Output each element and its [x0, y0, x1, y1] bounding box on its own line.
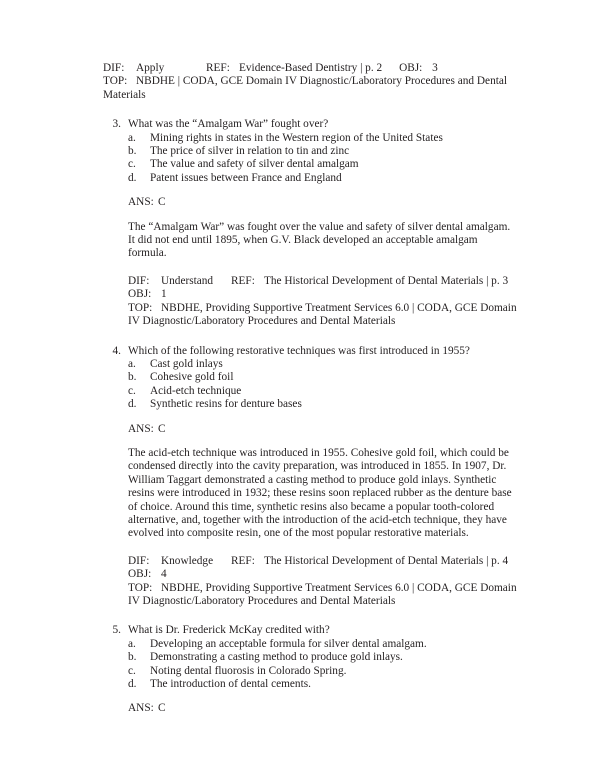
option-letter: a. — [128, 131, 136, 144]
obj-value: 1 — [161, 288, 167, 301]
spacer — [128, 412, 518, 423]
spacer — [103, 329, 518, 345]
dif-label: DIF: — [103, 62, 125, 74]
question-number: 5. — [112, 624, 121, 637]
option-text: Cohesive gold foil — [150, 371, 234, 384]
spacer — [128, 541, 518, 555]
answer-line — [128, 423, 518, 436]
answer-value: C — [158, 702, 166, 715]
obj-label: OBJ: — [128, 288, 152, 301]
answer-label: ANS: — [128, 196, 154, 209]
option-letter: a. — [128, 637, 136, 650]
option-item[interactable] — [128, 358, 518, 371]
option-item[interactable] — [128, 132, 518, 145]
ref-value: Evidence-Based Dentistry | p. 2 — [239, 62, 383, 74]
obj-label: OBJ: — [128, 568, 152, 581]
option-text: Demonstrating a casting method to produce gold inlays. — [150, 651, 403, 664]
ref-label: REF: — [206, 62, 230, 74]
option-item[interactable] — [128, 398, 518, 411]
answer-line — [128, 702, 518, 715]
dif-value: Knowledge — [161, 554, 214, 567]
ref-value: The Historical Development of Dental Materials | p. 3 — [264, 274, 509, 287]
explanation-text: The acid-etch technique was introduced in 1955. Cohesive gold foil, which could be condensed directly into the cavity preparation, was introduced in 1855. In 1907, Dr. William Taggart demonstrated a casting method to produce gold inlays. Synthetic resins were introduced in 1932; these resins soon replaced rubber as the denture base of choice. Around this time, synthetic resins also became a popular tooth-colored alternative, and, together with the introduction of the acid-etch technique, they have evolved into composite resin, one of the most popular restorative materials. — [128, 446, 512, 540]
question-metadata-block — [128, 555, 518, 609]
dif-label: DIF: — [128, 274, 150, 287]
option-item[interactable] — [128, 158, 518, 171]
dif-value: Understand — [161, 274, 214, 287]
document-body — [103, 62, 518, 716]
dif-label: DIF: — [128, 554, 150, 567]
option-text: The introduction of dental cements. — [150, 678, 311, 691]
spacer — [128, 436, 518, 447]
answer-label: ANS: — [128, 702, 154, 715]
option-text: Noting dental fluorosis in Colorado Spring. — [150, 664, 347, 677]
option-item[interactable] — [128, 665, 518, 678]
spacer — [128, 261, 518, 275]
top-value: NBDHE | CODA, GCE Domain IV Diagnostic/Laboratory Procedures and Dental Materials — [103, 75, 508, 101]
top-label: TOP: — [128, 581, 153, 594]
option-letter: d. — [128, 171, 137, 184]
spacer — [128, 185, 518, 196]
option-letter: c. — [128, 384, 136, 397]
option-item[interactable] — [128, 638, 518, 651]
header-metadata-block — [103, 62, 518, 102]
top-value: NBDHE, Providing Supportive Treatment Services 6.0 | CODA, GCE Domain IV Diagnostic/Laboratory Procedures and Dental Materials — [128, 301, 517, 328]
obj-value: 4 — [161, 568, 167, 581]
option-letter: c. — [128, 664, 136, 677]
obj-line — [128, 568, 518, 581]
question-item — [103, 345, 518, 609]
explanation-text: The “Amalgam War” was fought over the value and safety of silver dental amalgam. It did not end until 1895, when G.V. Black developed an acceptable amalgam formula. — [128, 220, 511, 260]
option-item[interactable] — [128, 172, 518, 185]
option-letter: b. — [128, 145, 137, 158]
option-text: The price of silver in relation to tin and zinc — [150, 145, 350, 158]
top-value: NBDHE, Providing Supportive Treatment Services 6.0 | CODA, GCE Domain IV Diagnostic/Laboratory Procedures and Dental Materials — [128, 581, 517, 607]
question-metadata-block — [128, 275, 518, 329]
ref-label: REF: — [231, 554, 255, 567]
option-text: Patent issues between France and England — [150, 171, 342, 184]
spacer — [103, 102, 518, 118]
question-stem: What is Dr. Frederick McKay credited with? — [128, 624, 330, 637]
option-letter: d. — [128, 678, 137, 691]
option-text: Developing an acceptable formula for silver dental amalgam. — [150, 637, 427, 650]
answer-value: C — [158, 422, 166, 435]
option-letter: d. — [128, 398, 137, 411]
top-line — [128, 302, 518, 329]
question-number: 3. — [112, 118, 121, 131]
question-stem: What was the “Amalgam War” fought over? — [128, 118, 329, 131]
dif-ref-line — [128, 275, 518, 288]
top-label: TOP: — [128, 301, 153, 314]
top-line — [128, 582, 518, 609]
option-text: Cast gold inlays — [150, 357, 223, 370]
option-item[interactable] — [128, 651, 518, 664]
answer-line — [128, 196, 518, 209]
question-stem: Which of the following restorative techniques was first introduced in 1955? — [128, 344, 470, 357]
header-dif-ref-obj-line — [103, 62, 518, 75]
option-text: The value and safety of silver dental amalgam — [150, 158, 359, 171]
answer-label: ANS: — [128, 422, 154, 435]
question-number: 4. — [112, 344, 121, 357]
question-item — [103, 624, 518, 715]
ref-label: REF: — [231, 274, 255, 287]
spacer — [128, 210, 518, 221]
option-letter: b. — [128, 371, 137, 384]
dif-ref-line — [128, 555, 518, 568]
spacer — [103, 608, 518, 624]
answer-value: C — [158, 196, 166, 209]
spacer — [128, 691, 518, 702]
option-letter: c. — [128, 158, 136, 171]
question-item — [103, 118, 518, 328]
header-top-line — [103, 75, 518, 102]
option-text: Synthetic resins for denture bases — [150, 398, 302, 411]
top-label: TOP: — [103, 75, 128, 88]
option-item[interactable] — [128, 145, 518, 158]
option-item[interactable] — [128, 371, 518, 384]
option-list — [128, 132, 518, 186]
option-letter: b. — [128, 651, 137, 664]
obj-line — [128, 288, 518, 301]
option-list — [128, 638, 518, 692]
ref-value: The Historical Development of Dental Materials | p. 4 — [264, 554, 509, 567]
option-text: Acid-etch technique — [150, 384, 242, 397]
dif-value: Apply — [136, 62, 165, 74]
option-list — [128, 358, 518, 412]
obj-value: 3 — [432, 62, 438, 74]
option-item[interactable] — [128, 678, 518, 691]
obj-label: OBJ: — [399, 62, 423, 74]
option-text: Mining rights in states in the Western region of the United States — [150, 131, 443, 144]
option-item[interactable] — [128, 385, 518, 398]
option-letter: a. — [128, 357, 136, 370]
